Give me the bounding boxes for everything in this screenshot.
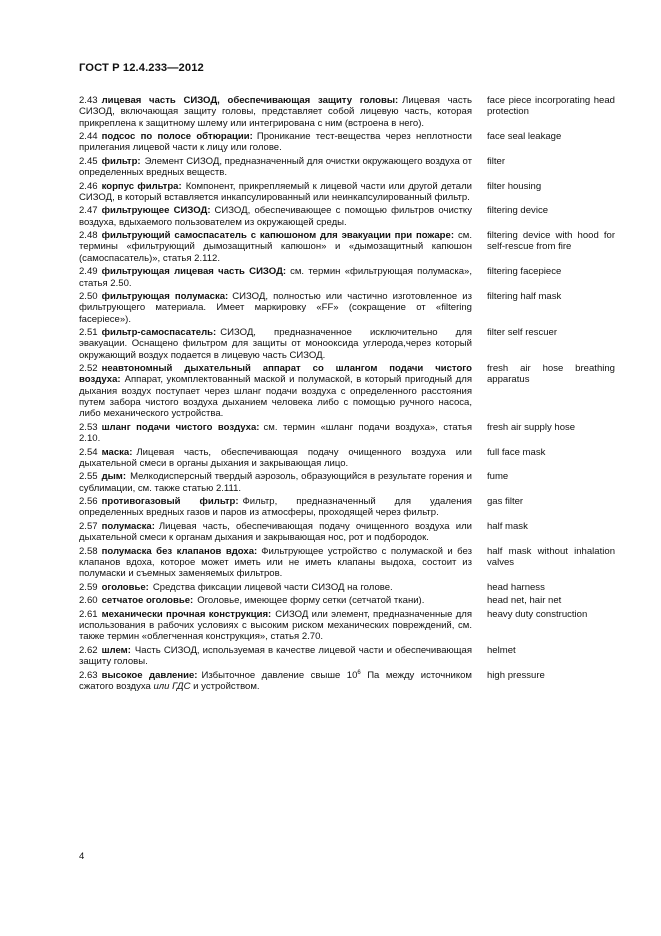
term-number: 2.50 — [79, 291, 98, 303]
term-english: full face mask — [487, 446, 546, 458]
term-definition: Часть СИЗОД, используемая в качестве лицевой части и обеспечивающая защиту головы. — [79, 644, 472, 668]
term-number: 2.52 — [79, 363, 98, 375]
term-title: фильтрующий самоспасатель с капюшоном для эвакуации при пожаре: — [101, 230, 454, 242]
term-russian — [79, 363, 472, 419]
term-entry — [79, 496, 619, 519]
term-russian — [79, 546, 472, 580]
term-title: подсос по полосе обтюрации: — [101, 131, 253, 143]
document-header: ГОСТ Р 12.4.233—2012 — [79, 62, 204, 74]
term-title: корпус фильтра: — [101, 180, 182, 192]
term-entry — [79, 422, 619, 445]
term-definition: см. термин «шланг подачи воздуха», статья 2.10. — [79, 421, 472, 444]
term-number: 2.54 — [79, 446, 98, 458]
term-entry — [79, 521, 619, 544]
term-title: сетчатое оголовье: — [101, 595, 194, 607]
term-entry — [79, 131, 619, 154]
term-entry — [79, 546, 619, 580]
term-entry — [79, 95, 619, 129]
term-entry — [79, 327, 619, 361]
term-number: 2.53 — [79, 421, 98, 433]
term-definition: Лицевая часть СИЗОД, включающая защиту головы, представляет собой лицевую часть, которая прикреплена к защитному шлему или интегрирована с ним (встроена в него). — [79, 95, 472, 129]
term-number: 2.60 — [79, 595, 98, 607]
term-definition: Лицевая часть, обеспечивающая подачу очищенного воздуха или дыхательной смеси в органы дыхания и закрывающая лицо. — [79, 446, 472, 469]
term-russian — [79, 230, 472, 264]
term-number: 2.47 — [79, 205, 98, 217]
term-title: неавтономный дыхательный аппарат со шлангом подачи чистого воздуха: — [79, 363, 472, 386]
term-definition: Фильтр, предназначенный для удаления определенных вредных газов и паров из атмосферы, проходящей через фильтр. — [79, 496, 472, 519]
term-title: фильтрующая полумаска: — [101, 291, 229, 303]
term-entry — [79, 582, 619, 593]
term-title: фильтрующее СИЗОД: — [101, 205, 211, 217]
term-english: filtering half mask — [487, 291, 562, 303]
term-russian — [79, 496, 472, 519]
term-english: filtering device — [487, 205, 549, 217]
term-entry — [79, 670, 619, 693]
term-definition: СИЗОД или элемент, предназначенные для использования в рабочих условиях с высоким риском механических повреждений, см. также термин «облегченная конструкция», статья 2.70. — [79, 608, 473, 643]
term-definition: Элемент СИЗОД, предназначенный для очистки окружающего воздуха от определенных вредных веществ. — [79, 155, 472, 179]
term-entry — [79, 266, 619, 289]
term-entry — [79, 205, 619, 228]
term-definition: Компонент, прикрепляемый к лицевой части или другой детали СИЗОД, в который вставляется инкапсулированный или неинкапсулированный фильтр. — [79, 180, 472, 203]
term-title: высокое давление: — [101, 669, 198, 681]
term-title: шланг подачи чистого воздуха: — [101, 421, 260, 433]
exponent: 6 — [357, 669, 361, 676]
term-definition: Аппарат, укомплектованный маской и полумаской, в который пригодный для дыхания воздух поступает через шланг подачи воздуха с определенного расстояния путем забора чистого воздуха дыханием человека либо с помощью ручного насоса, либо механического устройства. — [79, 374, 472, 420]
term-russian — [79, 205, 472, 228]
term-english: fume — [487, 471, 509, 483]
term-number: 2.46 — [79, 180, 98, 192]
terms-list — [79, 95, 619, 694]
term-title: оголовье: — [101, 581, 149, 593]
term-english: filter housing — [487, 180, 542, 192]
term-russian — [79, 131, 472, 154]
term-russian — [79, 582, 472, 593]
term-entry — [79, 230, 619, 264]
term-entry — [79, 181, 619, 204]
term-english: head net, hair net — [487, 595, 562, 607]
term-english: filter self rescuer — [487, 327, 558, 339]
term-definition: Мелкодисперсный твердый аэрозоль, образующийся в результате горения и сублимации, см. также статью 2.111. — [79, 471, 472, 494]
term-definition: СИЗОД, предназначенное исключительно для эвакуации. Оснащено фильтром для защиты от монооксида углерода,через который окружающий воздух подается в лицевую часть СИЗОД. — [79, 327, 472, 361]
term-english: half mask — [487, 520, 528, 532]
term-title: полумаска: — [101, 520, 155, 532]
term-english: face piece incorporating head protection — [487, 95, 615, 118]
term-title: лицевая часть СИЗОД, обеспечивающая защиту головы: — [101, 95, 399, 106]
term-title: шлем: — [101, 644, 131, 656]
term-title: полумаска без клапанов вдоха: — [101, 545, 258, 557]
term-number: 2.58 — [79, 545, 98, 557]
term-definition: Средства фиксации лицевой части СИЗОД на голове. — [152, 581, 393, 593]
term-russian — [79, 447, 472, 470]
term-number: 2.56 — [79, 496, 98, 508]
term-russian — [79, 609, 472, 643]
term-definition: см. термины «фильтрующий дымозащитный капюшон» и «дымозащитный капюшон (самоспасатель)», статья 2.112. — [79, 230, 472, 264]
term-number: 2.57 — [79, 520, 98, 532]
term-definition-italic: или ГДС — [153, 680, 191, 692]
term-title: фильтр: — [101, 155, 141, 167]
term-number: 2.51 — [79, 327, 98, 339]
term-english: heavy duty construction — [487, 608, 588, 620]
term-number: 2.61 — [79, 608, 98, 620]
term-definition-part: и устройством. — [190, 680, 260, 692]
term-title: маска: — [101, 446, 133, 458]
term-russian — [79, 156, 472, 179]
term-definition: СИЗОД, полностью или частично изготовленное из фильтрующего материала. Имеет маркировку «FF» (сокращение от «filtering facepiece»). — [79, 291, 473, 325]
page-number: 4 — [79, 851, 85, 862]
term-definition: Проникание тест-вещества через неплотности прилегания лицевой части к лицу или голове. — [79, 131, 472, 154]
term-definition: Лицевая часть, обеспечивающая подачу очищенного воздуха или дыхательной смеси к органам дыхания и закрывающая нос, рот и подбородок. — [79, 520, 472, 544]
term-russian — [79, 595, 472, 606]
term-title: дым: — [101, 471, 127, 483]
term-entry — [79, 645, 619, 668]
term-russian — [79, 521, 472, 544]
term-definition: Оголовье, имеющее форму сетки (сетчатой ткани). — [197, 595, 425, 607]
term-number: 2.63 — [79, 669, 98, 681]
term-russian — [79, 645, 472, 668]
term-english: half mask without inhalation valves — [487, 545, 615, 568]
term-english: filtering facepiece — [487, 266, 562, 278]
term-english: filtering device with hood for self-rescue from fire — [487, 230, 615, 253]
term-russian — [79, 670, 472, 693]
term-entry — [79, 471, 619, 494]
term-entry — [79, 363, 619, 419]
term-russian — [79, 422, 472, 445]
term-russian — [79, 327, 472, 361]
term-russian — [79, 471, 472, 494]
term-number: 2.55 — [79, 471, 98, 483]
term-entry — [79, 156, 619, 179]
term-title: механически прочная конструкция: — [101, 608, 272, 620]
term-english: fresh air hose breathing apparatus — [487, 363, 615, 386]
term-entry — [79, 609, 619, 643]
term-title: фильтр-самоспасатель: — [101, 327, 217, 339]
term-entry — [79, 595, 619, 606]
term-english: helmet — [487, 644, 516, 656]
term-english: gas filter — [487, 496, 524, 508]
term-russian — [79, 266, 472, 289]
term-english: high pressure — [487, 669, 545, 681]
term-english: filter — [487, 155, 506, 167]
term-definition: СИЗОД, обеспечивающее с помощью фильтров очистку воздуха, вдыхаемого пользователем из окружающей среды. — [79, 205, 472, 228]
term-number: 2.45 — [79, 155, 98, 167]
term-number: 2.62 — [79, 644, 98, 656]
term-russian — [79, 291, 472, 325]
term-number: 2.59 — [79, 581, 98, 593]
term-definition-part: Па между источником сжатого воздуха — [79, 669, 472, 692]
term-english: fresh air supply hose — [487, 421, 576, 433]
term-number: 2.48 — [79, 230, 98, 242]
term-definition: см. термин «фильтрующая полумаска», статья 2.50. — [79, 266, 472, 289]
term-english: face seal leakage — [487, 131, 562, 143]
term-entry — [79, 447, 619, 470]
term-number: 2.44 — [79, 131, 98, 143]
term-russian — [79, 95, 472, 129]
term-definition: Фильтрующее устройство с полумаской и без клапанов вдоха, которое может иметь или не иметь клапаны выдоха, состоит из полумаски и съемных заменяемых фильтров. — [79, 545, 472, 580]
term-number: 2.49 — [79, 266, 98, 278]
term-entry — [79, 291, 619, 325]
term-definition-part: Избыточное давление свыше 10 — [201, 669, 358, 681]
term-title: фильтрующая лицевая часть СИЗОД: — [101, 266, 287, 278]
term-title: противогазовый фильтр: — [101, 496, 239, 508]
term-english: head harness — [487, 581, 545, 593]
term-russian — [79, 181, 472, 204]
term-number: 2.43 — [79, 95, 98, 106]
